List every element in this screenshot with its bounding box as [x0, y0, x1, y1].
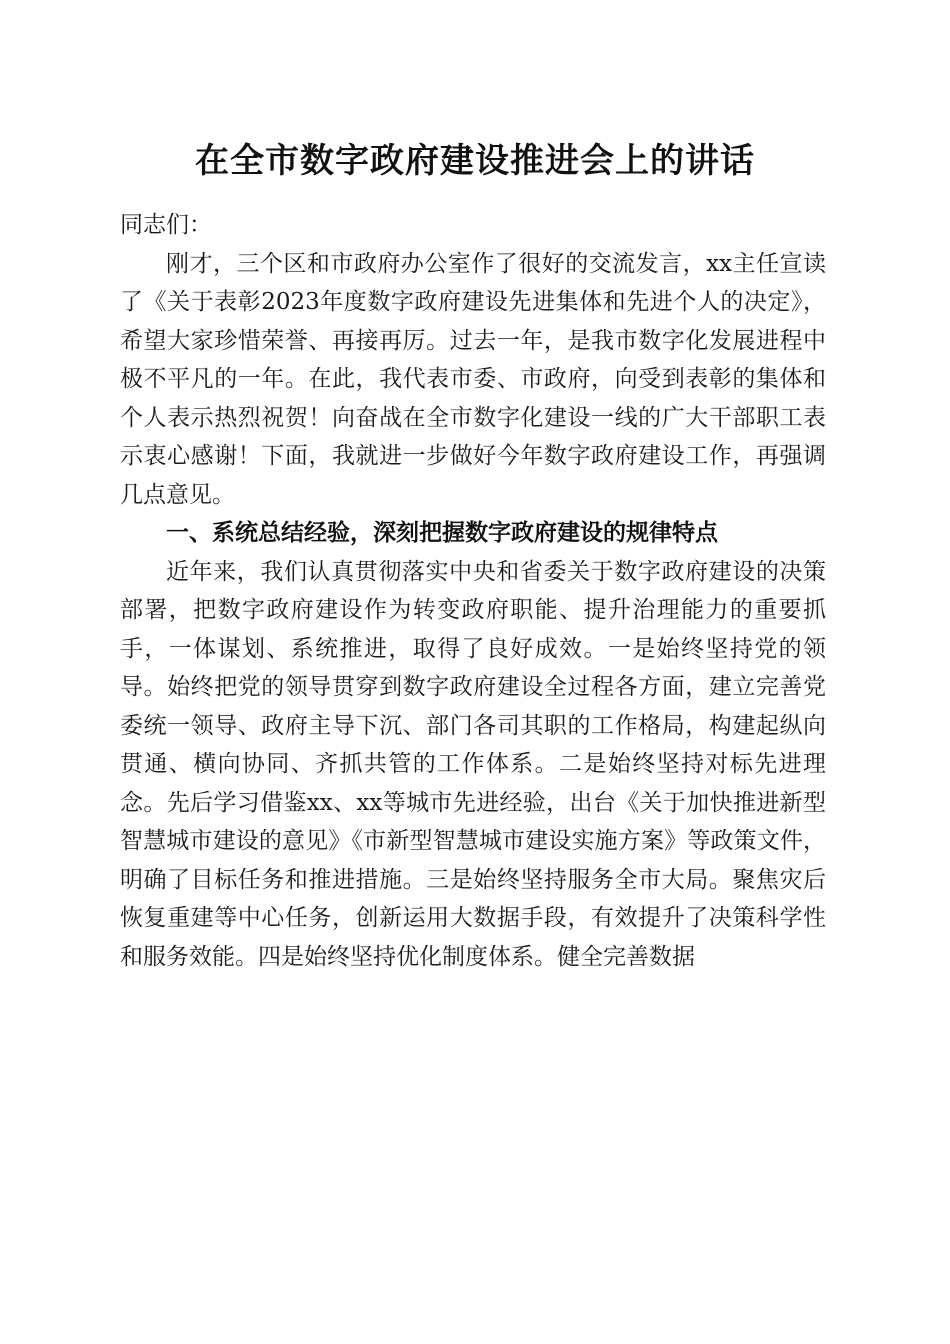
section-heading-1: 一、系统总结经验，深刻把握数字政府建设的规律特点: [166, 520, 718, 546]
paragraph-opening: 刚才，三个区和市政府办公室作了很好的交流发言，xx主任宣读了《关于表彰2023年度数字政府建设先进集体和先进个人的决定》，希望大家珍惜荣誉、再接再厉。过去一年，是我市数字化发展进程中极不平凡的一年。在此，我代表市委、市政府，向受到表彰的集体和个人表示热烈祝贺！向奋战在全市数字化建设一线的广大干部职工表示衷心感谢！下面，我就进一步做好今年数字政府建设工作，再强调几点意见。: [120, 250, 826, 508]
document-title: 在全市数字政府建设推进会上的讲话: [195, 141, 755, 181]
document-body: [120, 206, 826, 976]
paragraph-section-1: 近年来，我们认真贯彻落实中央和省委关于数字政府建设的决策部署，把数字政府建设作为转变政府职能、提升治理能力的重要抓手，一体谋划、系统推进，取得了良好成效。一是始终坚持党的领导。始终把党的领导贯穿到数字政府建设全过程各方面，建立完善党委统一领导、政府主导下沉、部门各司其职的工作格局，构建起纵向贯通、横向协同、齐抓共管的工作体系。二是始终坚持对标先进理念。先后学习借鉴xx、xx等城市先进经验，出台《关于加快推进新型智慧城市建设的意见》《市新型智慧城市建设实施方案》等政策文件，明确了目标任务和推进措施。三是始终坚持服务全市大局。聚焦灾后恢复重建等中心任务，创新运用大数据手段，有效提升了决策科学性和服务效能。四是始终坚持优化制度体系。健全完善数据: [120, 558, 826, 970]
salutation: 同志们：: [120, 212, 212, 238]
